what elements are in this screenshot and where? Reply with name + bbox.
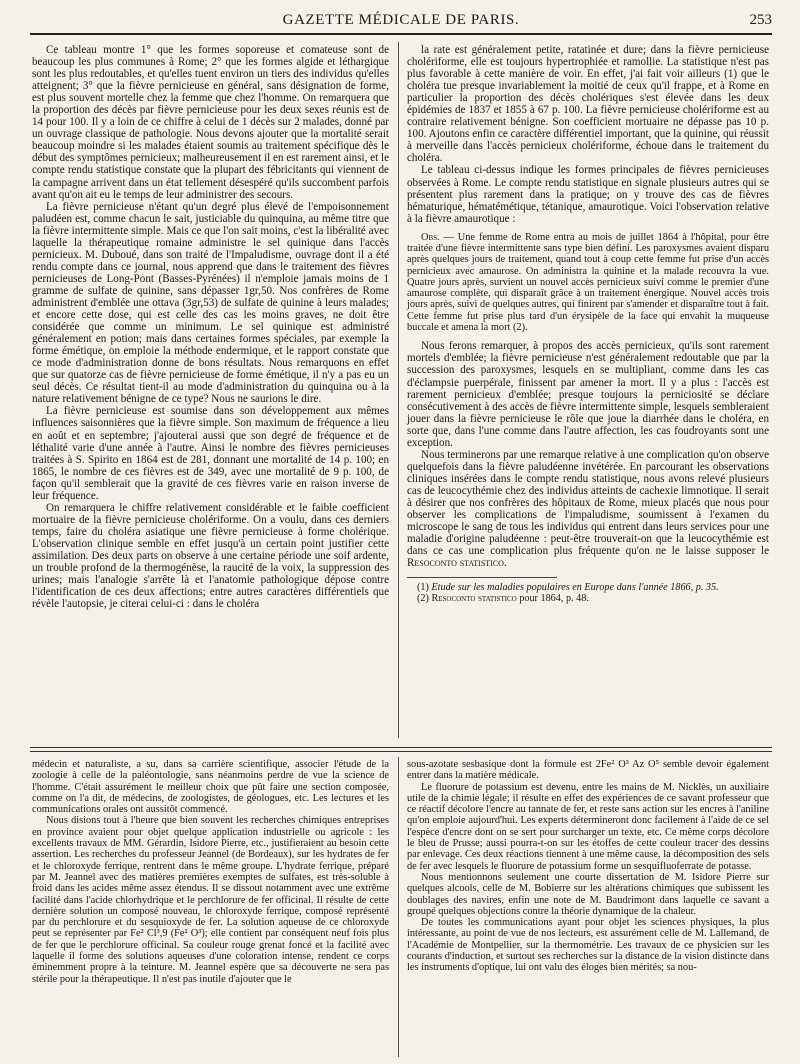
- section-separator: [30, 747, 772, 748]
- paragraph: De toutes les communications ayant pour objet les sciences physiques, la plus intéressante, au point de vue de nos lecteurs, est assurément celle de M. Lallemand, de l'Académie de Montpellier, sur la thermométrie. Les travaux de ce physicien sur les courants d'induction, et surtout ses recherches sur la distance de la vision distincte dans les instruments d'optique, lui ont valu des éloges bien mérités; sa nou-: [407, 917, 769, 974]
- obs-label: Obs.: [421, 231, 440, 243]
- obs-text: — Une femme de Rome entra au mois de juillet 1864 à l'hôpital, pour être traitée d'une fièvre intermittente sans type bien défini. Les paroxysmes avaient disparu après quelques jours de traitement, quand tout à coup cette femme fut prise d'un accès pernicieux avec amaurose. On administra la quinine et la malade recouvra la vue. Quatre jours après, survient un nouvel accès pernicieux suivi comme le premier d'une amaurose complète, qui disparaît grâce à un traitement énergique. Nouvel accès trois jours après, suivi de quelques autres, qui finirent par s'amender et disparaître tout à fait. Cette femme fut prise plus tard d'un érysipèle de la face qui envahit la muqueuse buccale et amena la mort (2).: [407, 231, 769, 334]
- column-divider-bottom: [398, 757, 399, 1057]
- footnote-number: (1): [417, 582, 429, 594]
- feuilleton-column-right: [407, 759, 769, 974]
- observation-block: [407, 232, 769, 334]
- footnote-text: pour 1864, p. 48.: [519, 593, 589, 605]
- paragraph: Nous ferons remarquer, à propos des accès pernicieux, qu'ils sont rarement mortels d'emblée; la fièvre pernicieuse n'est généralement redoutable que par la succession des paroxysmes, lesquels en se multipliant, comme dans les cas d'éclampsie puerpérale, finissent par amener la mort. Il y a plus : l'accès est rarement pernicieux d'emblée; presque toujours la perniciosité se déclare consécutivement à des accès de fièvre intermittente simple, lesquels sembleraient jouer dans la fièvre pernicieuse le rôle que joue la diarrhée dans le choléra, en sorte que, dans l'une comme dans l'autre affection, les cas foudroyants sont une exception.: [407, 340, 769, 449]
- header-rule: [30, 33, 772, 35]
- paragraph: Ce tableau montre 1° que les formes soporeuse et comateuse sont de beaucoup les plus communes à Rome; 2° que les formes algide et léthargique sont les plus redoutables, et qu'elles tuent environ un tiers des individus qu'elles atteignent; 3° que la fièvre pernicieuse en général, sans désignation de forme, est plus souvent mortelle chez la femme que chez l'homme. On remarquera que la proportion des décès par fièvre pernicieuse pour les deux sexes réunis est de 14 pour 100. Il y a loin de ce chiffre à celui de 1 décès sur 2 malades, donné par un ouvrage classique de pathologie. Nous devons ajouter que la mortalité serait beaucoup moindre si les malades étaient soumis au traitement spécifique dès le début des symptômes pernicieux; malheureusement il en est rarement ainsi, et le compte rendu statistique constate que la plupart des fébricitants qui viennent de la campagne arrivent dans un état tellement désespéré qu'ils succombent parfois avant qu'on ait eu le temps de leur administrer des secours.: [32, 44, 389, 201]
- resoconto-reference: Resoconto statistico.: [407, 557, 507, 570]
- paragraph: Le tableau ci-dessus indique les formes principales de fièvres pernicieuses observées à Rome. Le compte rendu statistique en signale plusieurs autres qui se présentent plus rarement dans la pratique; on y trouve des cas de fièvres hématurique, hématémétique, tétanique, amaurotique. Voici l'observation relative à la fièvre amaurotique :: [407, 164, 769, 225]
- paragraph: La fièvre pernicieuse est soumise dans son développement aux mêmes influences saisonnières que la fièvre simple. Son maximum de fréquence a lieu en août et en septembre; j'ajouterai aussi que son degré de fréquence et de léthalité varie d'une année à l'autre. Ainsi le nombre des fièvres pernicieuses traitées à S. Spirito en 1864 est de 281, donnant une mortalité de 14 p. 100; en 1865, le nombre de ces fièvres est de 349, avec une mortalité de 9 p. 100, de façon qu'il semblerait que la gravité de ces fièvres varie en raison inverse de leur fréquence.: [32, 405, 389, 502]
- paragraph: Nous mentionnons seulement une courte dissertation de M. Isidore Pierre sur quelques alcools, celle de M. Bobierre sur les altérations chimiques que subissent les doublages des navires, enfin une note de M. Baudrimont dans laquelle ce savant a groupé quelques objections contre la théorie dynamique de la chaleur.: [407, 871, 769, 917]
- section-separator: [30, 751, 772, 752]
- article-column-right: [407, 44, 769, 605]
- column-divider-top: [398, 42, 399, 738]
- article-column-left: [32, 44, 389, 610]
- paragraph: sous-azotate sesbasique dont la formule est 2Fe² O³ Az O⁵ semble devoir également entrer dans la matière médicale.: [407, 759, 769, 782]
- paragraph: La fièvre pernicieuse n'étant qu'un degré plus élevé de l'empoisonnement paludéen est, comme chacun le sait, justiciable du quinquina, au même titre que la fièvre intermittente simple. Mais ce que l'on sait moins, c'est la libéralité avec laquelle la thérapeutique romaine administre le sel quinique dans l'accès pernicieux. M. Duboué, dans son traité de l'Impaludisme, ouvrage dont il a été rendu compte dans ce journal, nous apprend que dans le traitement des fièvres pernicieuses de Long-Pont (Basses-Pyrénées) il n'emploie jamais moins de 1 gramme de sulfate de quinine, sans dépasser 1gr,50. Nos confrères de Rome administrent d'emblée une ottava (3gr,53) de sulfate de quinine à leurs malades; et encore cette dose, qui est celle des cas les moins graves, ne doit être considérée que comme un minimum. Le sel quinique est administré généralement en potion; mais dans certaines formes spéciales, par exemple la forme émétique, on emploie la méthode endermique, et le rapport constate que ce mode d'administration donne de bons résultats. Nous remarquons en effet que sur quatorze cas de fièvre pernicieuse de forme émétique, il n'y a pas eu un seul décès. Ce résultat tient-il au mode d'administration du quinquina ou à la nature relativement bénigne de ce type? Nous ne saurions le dire.: [32, 200, 389, 406]
- footnote-text: Etude sur les maladies populaires en Europe dans l'année 1866, p. 35.: [431, 582, 719, 594]
- page-number: 253: [749, 12, 772, 28]
- footnote-2: [407, 593, 769, 604]
- journal-title: GAZETTE MÉDICALE DE PARIS.: [282, 12, 520, 28]
- paragraph: On remarquera le chiffre relativement considérable et le faible coefficient mortuaire de la fièvre pernicieuse cholériforme. On a voulu, dans ces derniers temps, faire du choléra asiatique une fièvre pernicieuse à forme cholérique. L'observation clinique semble en effet jusqu'à un certain point justifier cette assimilation. Des deux parts on observe à une certaine période une soif ardente, un trouble profond de la thermogénèse, la raucité de la voix, la suppression des urines; mais l'analogie s'arrête là et l'anatomie pathologique dépose contre l'identification de ces deux affections; entre autres caractères différentiels que révèle l'autopsie, je citerai celui-ci : dans le choléra: [32, 501, 389, 611]
- paragraph: Nous disions tout à l'heure que bien souvent les recherches chimiques entreprises en province avaient pour objet quelque application industrielle ou agricole : les excellents travaux de MM. Gérardin, Isidore Pierre, etc., justifieraient au besoin cette assertion. Les recherches du professeur Jeannel (de Bordeaux), sur les hydrates de fer et le chloroxyde ferrique, rentrent dans le même groupe. L'hydrate ferrique, préparé par M. Jeannel avec des matières premières exemptes de sulfates, est très-soluble à froid dans les acides même assez étendus. Il se dissout notamment avec une extrême facilité dans l'acide chlorhydrique et le perchlorure de fer officinal. Il résulte de cette dernière solution un composé nouveau, le chloroxyde ferrique, composé représenté par du perchlorure et du sesquioxyde de fer. La solution aqueuse de ce chloroxyde peut se représenter par Fe² Cl³,9 (Fe² O³); elle contient par conséquent neuf fois plus de fer que le perchlorure officinal. Sa couleur rouge grenat foncé et la facilité avec laquelle il forme des solutions aqueuses d'une coloration intense, rendent ce corps éminemment propre à la teinture. M. Jeannel espère que sa découverte ne sera pas stérile pour la thérapeutique. Il n'est pas inutile d'ajouter que le: [32, 815, 389, 985]
- footnote-1: [407, 582, 769, 593]
- feuilleton-column-left: [32, 759, 389, 985]
- paragraph: Le fluorure de potassium est devenu, entre les mains de M. Nicklès, un auxiliaire utile de la chimie légale; il résulte en effet des expériences de ce savant professeur que ce réactif décolore l'encre au tannate de fer, et reste sans action sur les encres à l'aniline qu'on emploie aujourd'hui. Les experts détermineront donc facilement à l'aide de ce sel l'espèce d'encre dont on se sert pour surcharger un texte, etc. Ce même corps décolore le bleu de Prusse; aussi pourra-t-on sur les étoffes de cette couleur tracer des dessins par enlevage. Ces deux réactions tiennent à une même cause, la décomposition des sels de fer avec lesquels le fluorure de potassium forme un sesquifluoferrate de potasse.: [407, 781, 769, 872]
- paragraph: médecin et naturaliste, a su, dans sa carrière scientifique, associer l'étude de la zoologie à celle de la paléontologie, sans néanmoins perdre de vue la science de l'homme. C'était assurément le meilleur choix que pût faire une section composée, comme on l'a dit, de médecins, de zoologistes, de géologues, etc. Les lectures et les communications orales ont aussitôt commencé.: [32, 759, 389, 816]
- footnote-rule: [407, 577, 557, 578]
- paragraph: [407, 449, 769, 569]
- footnote-number: (2): [417, 593, 429, 605]
- paragraph: la rate est généralement petite, ratatinée et dure; dans la fièvre pernicieuse cholériforme, elle est toujours hypertrophiée et ramollie. La statistique n'est pas plus favorable à cette manière de voir. En effet, j'ai fait voir ailleurs (1) que le choléra tue presque invariablement la moitié de ceux qu'il frappe, et à Rome en particulier la proportion des décès cholériques s'est élevée dans les deux épidémies de 1837 et 1855 à 67 p. 100. La fièvre pernicieuse cholériforme est au contraire relativement bénigne. Son coefficient mortuaire ne dépasse pas 10 p. 100. Ajoutons enfin ce caractère différentiel important, que la quinine, qui réussit à merveille dans l'accès pernicieux cholériforme, échoue dans le traitement du choléra.: [407, 44, 769, 165]
- footnote-reference: Resoconto statistico: [431, 593, 517, 605]
- paragraph-text: Nous terminerons par une remarque relative à une complication qu'on observe quelquefois dans la fièvre paludéenne invétérée. En parcourant les observations cliniques insérées dans le compte rendu statistique, nous avons relevé plusieurs cas de leucocythémie chez des individus atteints de cachexie limnotique. Il serait à désirer que nos confrères des hôpitaux de Rome, mieux placés que nous pour observer les complications de l'impaludisme, soumissent à l'examen du microscope le sang de tous les individus qui entrent dans leurs services pour une maladie d'origine paludéenne : peut-être trouverait-on que la leucocythémie est dans ce cas une complication plus fréquente qu'on ne le laisse supposer le: [407, 448, 769, 558]
- page-header: [30, 10, 772, 34]
